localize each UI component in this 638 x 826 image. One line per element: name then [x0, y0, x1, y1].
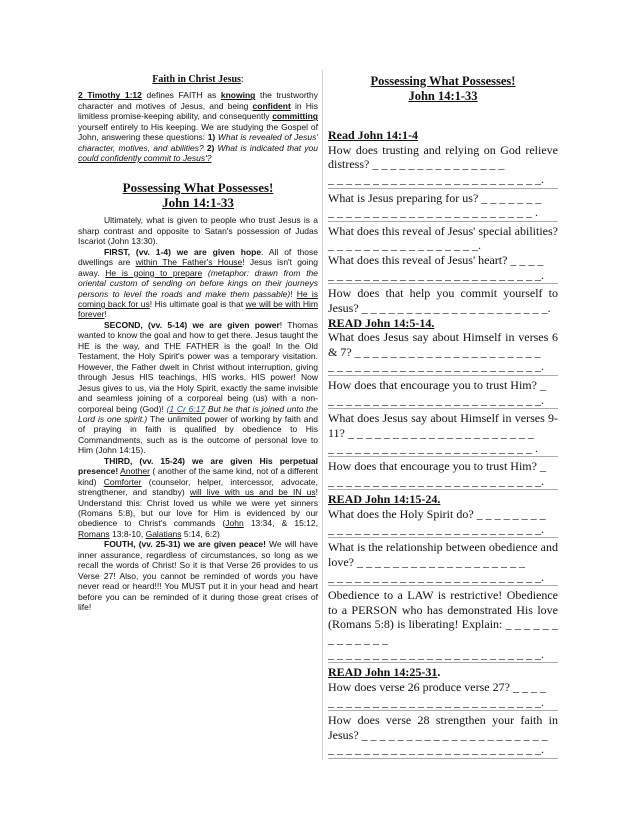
answer-line-7[interactable]: _ _ _ _ _ _ _ _ _ _ _ _ _ _ _ _ _ _ _ _ _ _ _ _. — [328, 393, 558, 410]
answer-line-6[interactable]: _ _ _ _ _ _ _ _ _ _ _ _ _ _ _ _ _ _ _ _ _ _ _ _. — [328, 359, 558, 376]
answer-line-2[interactable]: _ _ _ _ _ _ _ _ _ _ _ _ _ _ _ _ _ _ _ _ _ _ _ . — [328, 205, 558, 222]
fourth-point-paragraph: FOUTH, (vv. 25-31) we are given peace! We will have inner assurance, regardless of circumstances, so long as we recall the words of Christ! So it is that Verse 26 provides to us Verse 27! Also, you cannot be reminded of words you have never read or heard!!! You MUST put it in your head and heart before you can be reminded of it during those great crises of life! — [78, 539, 319, 613]
question-3: What does this reveal of Jesus' special abilities? _ _ _ _ _ _ _ _ _ _ _ _ _ _ _ _ _. — [328, 223, 558, 253]
question-13: How does verse 26 produce verse 27? _ _ _ _ — [328, 679, 546, 694]
scripture-link[interactable]: (1 Cr 6:17 — [166, 403, 206, 414]
third-point-paragraph: THIRD, (vv. 15-24) we are given His perpetual presence! Another ( another of the same kind, not of a different kind) Comforter (counselor, helper, intercessor, advocate, strengthener, and standby) will live with us and be IN us! Understand this: Christ loved us while we were yet sinners (Romans 5:8), but our love for Him is evidenced by our obedience to Christ's commands (John 13:34, & 15:12, Romans 13:8-10, Galatians 5:14, 6:2) — [78, 455, 318, 539]
first-point-paragraph: FIRST, (vv. 1-4) we are given hope. All of those dwellings are within The Father's House! Jesus isn't going away. He is going to prepare (metaphor: drawn from the oriental custom of sending on before kings on their journeys persons to level the roads and make them passable)! He is coming back for us! His ultimate goal is that we will be with Him forever! — [78, 246, 319, 320]
section-title: Possessing What Possesses! John 14:1-33 — [122, 180, 274, 211]
question-6: What does Jesus say about Himself in verses 6 & 7? _ _ _ _ _ _ _ _ _ _ _ _ _ _ _ _ _ _ _ _ _ — [328, 330, 558, 359]
answer-line-9[interactable]: _ _ _ _ _ _ _ _ _ _ _ _ _ _ _ _ _ _ _ _ _ _ _ _. — [328, 474, 558, 491]
question-7: How does that encourage you to trust Him? _ — [328, 378, 546, 392]
question-14: How does verse 28 strengthen your faith in Jesus? _ _ _ _ _ _ _ _ _ _ _ _ _ _ _ _ _ _ _ _ _ — [328, 713, 558, 742]
column-divider — [322, 70, 323, 760]
header-title: Faith in Christ Jesus: — [152, 74, 244, 85]
second-point-paragraph: SECOND, (vv. 5-14) we are given power! Thomas wanted to know the goal and how to get there. Jesus taught the HE is the way, and THE FATHER is the goal! In the Old Testament, the Holy Spirit's power was a temporary visitation. However, the Father dwelt in Christ without interruption, giving through Jesus HIS teachings, HIS works, HIS power! Now Jesus gives to us, via the Holy Spirit, exactly the same invisible and seamless joining of a corporeal being (us) with a non-corporeal being (God)! (1 Cr 6:17 But he that is joined unto the Lord is one spirit.) The unlimited power of working by faith and of praying in faith is qualified by obedience to His Commandments, such as is the outcome of personal love to Him (John 14:15). — [78, 319, 319, 456]
left-column — [78, 74, 318, 613]
right-column — [328, 74, 558, 761]
intro-contrast-paragraph: Ultimately, what is given to people who trust Jesus is a sharp contrast and opposite to Satan's possession of Judas Iscariot (John 13:30). — [78, 215, 318, 247]
answer-line-4[interactable]: _ _ _ _ _ _ _ _ _ _ _ _ _ _ _ _ _ _ _ _ _ _ _ _. — [328, 268, 558, 285]
answer-line-10[interactable]: _ _ _ _ _ _ _ _ _ _ _ _ _ _ _ _ _ _ _ _ _ _ _ _. — [328, 522, 558, 539]
question-11: What is the relationship between obedience and love? _ _ _ _ _ _ _ _ _ _ _ _ _ _ _ _ _ _ _ — [328, 540, 558, 569]
answer-line-11[interactable]: _ _ _ _ _ _ _ _ _ _ _ _ _ _ _ _ _ _ _ _ _ _ _ _. — [328, 570, 558, 587]
answer-line-13[interactable]: _ _ _ _ _ _ _ _ _ _ _ _ _ _ _ _ _ _ _ _ _ _ _ _. — [328, 695, 558, 712]
read-heading-4: READ John 14:25-31. — [328, 665, 441, 680]
question-2: What is Jesus preparing for us? _ _ _ _ _ _ _ — [328, 190, 542, 205]
worksheet-title: Possessing What Possesses! John 14:1-33 — [370, 74, 516, 103]
question-1: How does trusting and relying on God relieve distress? _ _ _ _ _ _ _ _ _ _ _ _ _ _ _ — [328, 142, 558, 172]
question-5: How does that help you commit yourself to Jesus? _ _ _ _ _ _ _ _ _ _ _ _ _ _ _ _ _ _ _ _ _. — [328, 286, 558, 315]
answer-line-8[interactable]: _ _ _ _ _ _ _ _ _ _ _ _ _ _ _ _ _ _ _ _ _ _ _ . — [328, 441, 558, 458]
question-10: What does the Holy Spirit do? _ _ _ _ _ _ _ _ — [328, 507, 546, 521]
answer-line-1[interactable]: _ _ _ _ _ _ _ _ _ _ _ _ _ _ _ _ _ _ _ _ _ _ _ _. — [328, 172, 558, 189]
question-12: Obedience to a LAW is restrictive! Obedience to a PERSON who has demonstrated His love (Romans 5:8) is liberating! Explain: _ _ _ _ _ _ _ _ _ _ _ _ _ — [328, 588, 558, 646]
question-9: How does that encourage you to trust Him? _ — [328, 459, 546, 474]
answer-line-12[interactable]: _ _ _ _ _ _ _ _ _ _ _ _ _ _ _ _ _ _ _ _ _ _ _ _. — [328, 647, 558, 664]
answer-line-14[interactable]: _ _ _ _ _ _ _ _ _ _ _ _ _ _ _ _ _ _ _ _ _ _ _ _. — [328, 742, 558, 759]
question-8: What does Jesus say about Himself in verses 9-11? _ _ _ _ _ _ _ _ _ _ _ _ _ _ _ _ _ _ _ _ _ — [328, 411, 558, 440]
read-heading-3: READ John 14:15-24. — [328, 492, 441, 507]
read-heading-1: Read John 14:1-4 — [328, 128, 419, 142]
read-heading-2: READ John 14:5-14. — [328, 315, 435, 330]
question-4: What does this reveal of Jesus' heart? _ _ _ _ — [328, 253, 544, 267]
intro-paragraph: 2 Timothy 1:12 defines FAITH as knowing the trustworthy character and motives of Jesus, and being confident in His limitless promise-keeping ability, and consequently committing yourself entirely to His keeping. We are studying the Gospel of John, answering these questions: 1) What is revealed of Jesus' character, motives, and abilities? 2) What is indicated that you could confidently commit to Jesus'? — [78, 90, 319, 164]
